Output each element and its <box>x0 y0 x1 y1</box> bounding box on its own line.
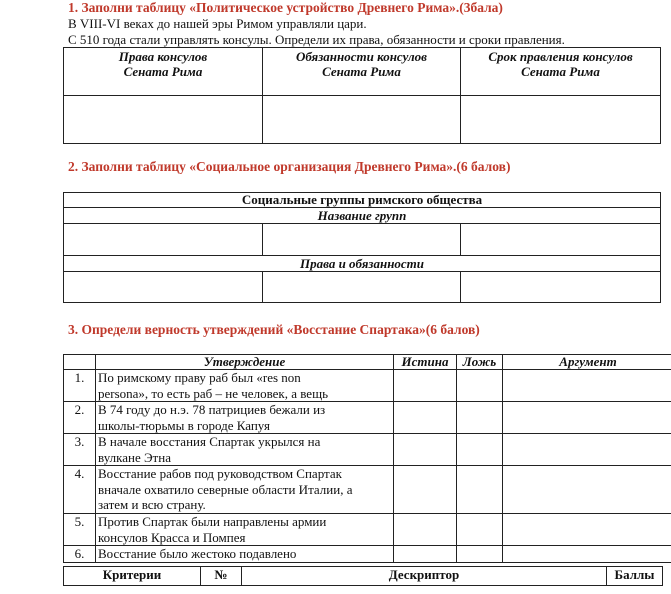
task2-name-cell[interactable] <box>64 224 263 256</box>
task3-header-argument: Аргумент <box>503 355 671 370</box>
task1-intro-line1: В VIII-VI веках до нашей эры Римом управляли цари. <box>68 16 367 31</box>
task1-intro-line2: С 510 года стали управлять консулы. Определи их права, обязанности и сроки правления. <box>68 32 565 47</box>
task1-answer-cell[interactable] <box>263 96 461 144</box>
argument-cell[interactable] <box>503 546 671 563</box>
argument-cell[interactable] <box>503 514 671 546</box>
task1-answer-cell[interactable] <box>461 96 661 144</box>
statement-text: По римскому праву раб был «res non persona», то есть раб – не человек, а вещь <box>96 370 394 402</box>
task3-title: 3. Определи верность утверждений «Восстание Спартака»(6 балов) <box>68 322 480 337</box>
descriptor-header: Дескриптор <box>242 567 607 586</box>
statement-text: Восстание рабов под руководством Спартак вначале охватило северные области Италии, а затем и всю страну. <box>96 466 394 514</box>
task2-names-header: Название групп <box>64 208 661 224</box>
statement-text: Восстание было жестоко подавлено <box>96 546 394 563</box>
task3-table <box>63 354 671 563</box>
false-answer-cell[interactable] <box>457 370 503 402</box>
true-answer-cell[interactable] <box>394 370 457 402</box>
statement-number: 4. <box>64 466 96 514</box>
false-answer-cell[interactable] <box>457 402 503 434</box>
true-answer-cell[interactable] <box>394 514 457 546</box>
argument-cell[interactable] <box>503 402 671 434</box>
task1-header-duties: Обязанности консулов Сената Рима <box>263 48 461 96</box>
points-header: Баллы <box>607 567 663 586</box>
false-answer-cell[interactable] <box>457 546 503 563</box>
task2-title: 2. Заполни таблицу «Социальное организация Древнего Рима».(6 балов) <box>68 159 511 174</box>
statement-text: Против Спартак были направлены армии консулов Красса и Помпея <box>96 514 394 546</box>
task3-header-num <box>64 355 96 370</box>
true-answer-cell[interactable] <box>394 466 457 514</box>
task2-name-cell[interactable] <box>263 224 461 256</box>
statement-text: В начале восстания Спартак укрылся на вулкане Этна <box>96 434 394 466</box>
task2-rights-cell[interactable] <box>263 272 461 303</box>
argument-cell[interactable] <box>503 466 671 514</box>
statement-number: 2. <box>64 402 96 434</box>
task3-header-false: Ложь <box>457 355 503 370</box>
criteria-header: Критерии <box>64 567 201 586</box>
argument-cell[interactable] <box>503 434 671 466</box>
task2-rights-cell[interactable] <box>461 272 661 303</box>
statement-number: 3. <box>64 434 96 466</box>
argument-cell[interactable] <box>503 370 671 402</box>
statement-number: 1. <box>64 370 96 402</box>
criteria-num-header: № <box>201 567 242 586</box>
criteria-table <box>63 566 663 586</box>
task2-name-cell[interactable] <box>461 224 661 256</box>
true-answer-cell[interactable] <box>394 402 457 434</box>
true-answer-cell[interactable] <box>394 434 457 466</box>
task1-table <box>63 47 661 144</box>
statement-number: 5. <box>64 514 96 546</box>
task1-title: 1. Заполни таблицу «Политическое устройство Древнего Рима».(3бала) <box>68 0 503 15</box>
task2-table <box>63 192 661 303</box>
task3-header-statement: Утверждение <box>96 355 394 370</box>
task2-groups-header: Социальные группы римского общества <box>64 193 661 208</box>
false-answer-cell[interactable] <box>457 514 503 546</box>
task2-rights-cell[interactable] <box>64 272 263 303</box>
task3-header-true: Истина <box>394 355 457 370</box>
task1-header-rights: Права консулов Сената Рима <box>64 48 263 96</box>
task1-header-term: Срок правления консулов Сената Рима <box>461 48 661 96</box>
task2-rights-header: Права и обязанности <box>64 256 661 272</box>
statement-text: В 74 году до н.э. 78 патрициев бежали из школы-тюрьмы в городе Капуя <box>96 402 394 434</box>
false-answer-cell[interactable] <box>457 434 503 466</box>
false-answer-cell[interactable] <box>457 466 503 514</box>
statement-number: 6. <box>64 546 96 563</box>
true-answer-cell[interactable] <box>394 546 457 563</box>
task1-answer-cell[interactable] <box>64 96 263 144</box>
